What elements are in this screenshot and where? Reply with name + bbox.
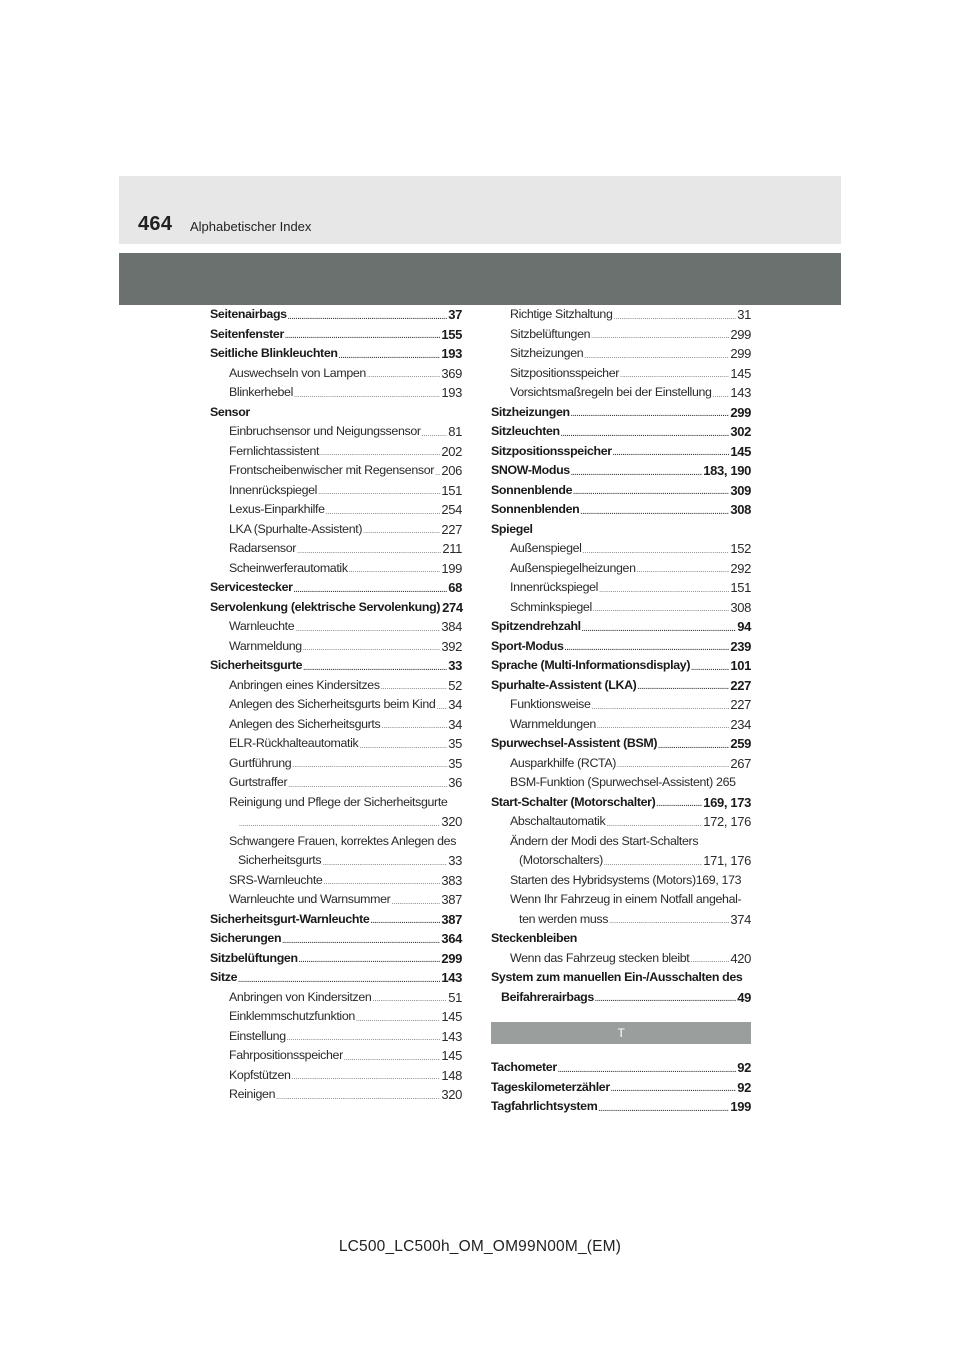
index-subentry <box>491 325 751 345</box>
entry-label: Richtige Sitzhaltung <box>510 307 613 321</box>
index-entry-line: System zum manuellen Ein-/Ausschalten des <box>491 970 743 984</box>
dot-leader <box>318 486 440 500</box>
entry-page: 308 <box>730 502 751 517</box>
entry-label: Anlegen des Sicherheitsgurts <box>229 716 381 731</box>
dot-leader <box>595 993 736 1007</box>
entry-page: 309 <box>730 482 751 498</box>
entry-label: Sitzpositionsspeicher <box>491 443 612 458</box>
index-subentry <box>210 383 462 403</box>
entry-page: 36 <box>448 775 462 790</box>
entry-label: Seitliche Blinkleuchten <box>210 346 338 360</box>
entry-label: Wenn das Fahrzeug stecken bleibt <box>510 950 690 965</box>
index-heading <box>491 929 751 949</box>
dot-leader <box>598 1103 729 1117</box>
index-subentry <box>491 812 751 832</box>
index-entry <box>491 656 751 676</box>
index-subentry <box>210 754 462 774</box>
entry-page: 206 <box>441 463 462 478</box>
dot-leader <box>691 662 729 676</box>
entry-page: 145 <box>441 1048 462 1063</box>
entry-label: Sitze <box>210 970 238 984</box>
index-subentry <box>491 851 751 871</box>
entry-page: 33 <box>448 658 462 673</box>
entry-page: 308 <box>730 599 751 615</box>
entry-label: Sicherungen <box>210 931 282 945</box>
entry-page: 387 <box>441 911 462 927</box>
entry-label: Tachometer <box>491 1060 557 1074</box>
entry-label: Sicherheitsgurte <box>210 658 303 672</box>
entry-page: 151 <box>730 580 751 595</box>
entry-label: Einbruchsensor und Neigungssensor <box>229 424 421 438</box>
index-entry <box>210 305 462 325</box>
dot-leader <box>614 311 737 325</box>
index-entry <box>491 461 751 481</box>
dot-leader <box>436 701 447 715</box>
index-subentry <box>210 890 462 910</box>
entry-label: Seitenairbags <box>210 307 287 321</box>
entry-label: Sicherheitsgurt-Warnleuchte <box>210 911 370 926</box>
index-subentry <box>491 383 751 403</box>
entry-page: 51 <box>448 989 462 1005</box>
index-subentry <box>491 539 751 559</box>
entry-page: 227 <box>441 521 462 537</box>
index-entry-line: Wenn Ihr Fahrzeug in einem Notfall angehal- <box>510 892 742 906</box>
entry-page: 292 <box>730 560 751 576</box>
dot-leader <box>297 545 441 559</box>
entry-page: 211 <box>442 541 462 556</box>
dot-leader <box>292 759 447 773</box>
entry-page: 145 <box>730 365 751 381</box>
index-subentry <box>210 988 462 1008</box>
entry-page: 374 <box>730 911 751 927</box>
entry-label: Anbringen eines Kindersitzes <box>229 677 380 692</box>
index-entry <box>491 1078 751 1098</box>
entry-label: Servolenkung (elektrische Servolenkung) <box>210 599 441 614</box>
index-subentry <box>491 305 751 325</box>
entry-label: Gurtstraffer <box>229 775 288 789</box>
entry-page: 33 <box>448 853 462 868</box>
entry-page: 35 <box>448 736 462 751</box>
dot-leader <box>391 896 440 910</box>
index-subentry <box>491 344 751 364</box>
dot-leader <box>372 993 447 1007</box>
index-subentry <box>210 617 462 637</box>
index-entry <box>491 403 751 423</box>
index-subentry <box>210 773 462 793</box>
entry-page: 299 <box>441 950 462 966</box>
entry-page: 145 <box>441 1009 462 1024</box>
entry-label: Spurwechsel-Assistent (BSM) <box>491 736 658 750</box>
dot-leader <box>565 642 730 656</box>
entry-label: Lexus-Einparkhilfe <box>229 502 325 516</box>
entry-label: Sonnenblende <box>491 482 573 497</box>
index-subentry <box>210 442 462 462</box>
dot-leader <box>294 389 440 403</box>
dot-leader <box>656 798 702 812</box>
dot-leader <box>238 974 440 988</box>
dot-leader <box>285 330 440 344</box>
entry-label: Sitzheizungen <box>491 404 570 419</box>
index-entry <box>210 949 462 969</box>
dot-leader <box>363 525 440 539</box>
entry-label: Anbringen von Kindersitzen <box>229 989 372 1004</box>
index-subentry <box>210 461 462 481</box>
index-entry <box>491 734 751 754</box>
entry-label: Scheinwerferautomatik <box>229 560 348 575</box>
dot-leader <box>276 1091 440 1105</box>
index-entry <box>210 598 462 618</box>
entry-label: Warnleuchte <box>229 619 295 633</box>
entry-page: 34 <box>448 716 462 732</box>
index-subentry <box>210 812 462 832</box>
entry-page: 302 <box>730 424 751 439</box>
dot-leader <box>288 311 448 325</box>
dot-leader <box>593 603 729 617</box>
entry-label: Innenrückspiegel <box>510 580 599 594</box>
entry-label: Seitenfenster <box>210 326 284 341</box>
entry-label: Sitzbelüftungen <box>510 326 591 341</box>
index-subentry <box>491 910 751 930</box>
index-entry <box>210 929 462 949</box>
entry-page: 31 <box>737 307 751 322</box>
index-subentry <box>210 364 462 384</box>
entry-label: ELR-Rückhalteautomatik <box>229 736 359 750</box>
index-entry-line: Schwangere Frauen, korrektes Anlegen des <box>229 833 457 848</box>
dot-leader <box>303 642 441 656</box>
decorative-band <box>119 253 841 305</box>
entry-label: Spiegel <box>491 521 533 536</box>
index-subentry <box>210 559 462 579</box>
index-entry <box>210 910 462 930</box>
entry-page: 169, 173 <box>703 794 751 810</box>
entry-page: 49 <box>737 989 751 1005</box>
index-subentry <box>491 559 751 579</box>
dot-leader <box>584 350 729 364</box>
entry-page: 152 <box>730 541 751 556</box>
entry-page: 383 <box>441 872 462 888</box>
entry-label: Einstellung <box>229 1028 286 1043</box>
entry-label: Spurhalte-Assistent (LKA) <box>491 677 637 692</box>
section-title: Alphabetischer Index <box>190 219 312 234</box>
index-entry <box>491 1097 751 1117</box>
dot-leader <box>592 701 730 715</box>
index-subentry <box>491 364 751 384</box>
entry-page: 234 <box>730 716 751 732</box>
dot-leader <box>326 506 441 520</box>
dot-leader <box>323 876 440 890</box>
entry-label: Spitzendrehzahl <box>491 619 581 633</box>
index-subentry <box>491 598 751 618</box>
index-subentry <box>210 695 462 715</box>
entry-page: 171, 176 <box>703 853 751 868</box>
entry-label: Fernlichtassistent <box>229 443 320 458</box>
dot-leader <box>604 857 702 871</box>
entry-page: 143 <box>441 970 462 985</box>
index-column-right <box>491 305 751 1117</box>
dot-leader <box>339 350 441 364</box>
entry-label: Kopfstützen <box>229 1067 291 1082</box>
index-heading <box>491 520 751 540</box>
entry-page: 299 <box>730 346 751 361</box>
dot-leader <box>558 1064 736 1078</box>
index-subentry <box>210 871 462 891</box>
entry-label: Anlegen des Sicherheitsgurts beim Kind <box>229 697 436 711</box>
index-subentry <box>491 715 751 735</box>
index-subentry <box>491 695 751 715</box>
entry-label: Steckenbleiben <box>491 931 577 945</box>
dot-leader <box>292 1071 441 1085</box>
entry-page: 143 <box>441 1028 462 1044</box>
entry-label: Sport-Modus <box>491 638 564 653</box>
entry-label: Tagfahrlichtsystem <box>491 1099 598 1113</box>
index-subentry <box>210 734 462 754</box>
entry-label: Warnleuchte und Warnsummer <box>229 892 391 906</box>
index-subentry <box>210 500 462 520</box>
entry-page: 81 <box>448 424 462 439</box>
entry-label: Ausparkhilfe (RCTA) <box>510 755 617 770</box>
entry-page: 364 <box>441 931 462 946</box>
index-subentry <box>210 422 462 442</box>
dot-leader <box>287 1032 441 1046</box>
entry-page: 320 <box>441 814 462 829</box>
entry-label: Gurtführung <box>229 755 292 770</box>
dot-leader <box>381 720 447 734</box>
entry-label: Auswechseln von Lampen <box>229 365 366 380</box>
dot-leader <box>597 720 729 734</box>
dot-leader <box>571 408 730 422</box>
dot-leader <box>583 545 730 559</box>
dot-leader <box>381 681 448 695</box>
entry-page: 183, 190 <box>703 463 751 478</box>
entry-label: Blinkerhebel <box>229 385 293 399</box>
entry-page: 320 <box>441 1087 462 1102</box>
dot-leader <box>299 954 441 968</box>
index-entry <box>210 968 462 988</box>
entry-label: Sonnenblenden <box>491 502 580 516</box>
entry-label: SNOW-Modus <box>491 463 570 477</box>
dot-leader <box>606 818 702 832</box>
entry-label: Sitzheizungen <box>510 346 584 360</box>
entry-label: Sitzpositionsspeicher <box>510 365 620 380</box>
dot-leader <box>591 330 729 344</box>
dot-leader <box>582 623 736 637</box>
entry-page: 227 <box>730 677 751 693</box>
index-column-left <box>210 305 462 1105</box>
entry-page: 199 <box>441 560 462 576</box>
entry-label: Sitzbelüftungen <box>210 950 298 965</box>
entry-page: 420 <box>730 950 751 966</box>
entry-label: Warnmeldungen <box>510 716 596 731</box>
index-entry <box>210 656 462 676</box>
index-entry <box>210 578 462 598</box>
section-letter-band: T <box>491 1022 751 1044</box>
index-entry <box>491 481 751 501</box>
entry-page: 92 <box>737 1060 751 1075</box>
index-subentry <box>210 851 462 871</box>
index-subentry <box>491 949 751 969</box>
dot-leader <box>620 369 729 383</box>
dot-leader <box>344 1052 440 1066</box>
dot-leader <box>320 447 440 461</box>
dot-leader <box>599 584 729 598</box>
entry-page: 35 <box>448 755 462 771</box>
dot-leader <box>637 564 730 578</box>
entry-page: 151 <box>441 482 462 498</box>
index-subentry <box>210 676 462 696</box>
dot-leader <box>613 447 730 461</box>
index-subentry <box>210 637 462 657</box>
dot-leader <box>303 662 447 676</box>
entry-label: Funktionsweise <box>510 697 591 711</box>
dot-leader <box>617 759 729 773</box>
entry-page: 199 <box>730 1099 751 1114</box>
index-entry <box>491 988 751 1008</box>
dot-leader <box>295 623 440 637</box>
entry-page: 299 <box>730 326 751 342</box>
entry-page: 227 <box>730 697 751 712</box>
entry-page: 387 <box>441 892 462 907</box>
index-entry-line: Reinigung und Pflege der Sicherheitsgurte <box>229 794 448 809</box>
entry-label: Vorsichtsmaßregeln bei der Einstellung <box>510 385 712 399</box>
entry-page: 101 <box>730 658 751 673</box>
entry-label: Warnmeldung <box>229 638 302 653</box>
index-subentry <box>210 539 462 559</box>
entry-page: 143 <box>730 385 751 400</box>
entry-label: Außenspiegelheizungen <box>510 560 636 575</box>
dot-leader <box>288 779 447 793</box>
entry-page: 172, 176 <box>703 814 751 829</box>
dot-leader <box>322 857 447 871</box>
dot-leader <box>573 486 729 500</box>
entry-page: 37 <box>448 307 462 322</box>
dot-leader <box>294 584 448 598</box>
index-entry <box>491 637 751 657</box>
entry-page: 384 <box>441 619 462 634</box>
dot-leader <box>422 428 448 442</box>
entry-page: 155 <box>441 326 462 342</box>
entry-page: 259 <box>730 736 751 751</box>
index-entry <box>491 442 751 462</box>
dot-leader <box>713 389 730 403</box>
entry-page: 34 <box>448 697 462 712</box>
entry-label: Außenspiegel <box>510 541 582 555</box>
entry-label: Innenrückspiegel <box>229 482 318 497</box>
entry-label: Sensor <box>210 404 250 419</box>
entry-label: Abschaltautomatik <box>510 814 606 828</box>
dot-leader <box>367 369 440 383</box>
entry-label: (Motorschalters) <box>519 853 603 867</box>
index-subentry <box>210 520 462 540</box>
index-subentry <box>210 1027 462 1047</box>
entry-page: 369 <box>441 365 462 381</box>
index-subentry <box>210 1066 462 1086</box>
dot-leader <box>571 467 702 481</box>
entry-page: 239 <box>730 638 751 654</box>
entry-label: Servicestecker <box>210 580 293 594</box>
entry-page: 145 <box>730 443 751 459</box>
dot-leader <box>561 428 730 442</box>
entry-label: Sitzleuchten <box>491 424 560 438</box>
entry-label: Schminkspiegel <box>510 599 592 614</box>
entry-page: 52 <box>448 677 462 693</box>
page-number: 464 <box>138 213 173 235</box>
index-entry <box>210 325 462 345</box>
index-subentry <box>491 754 751 774</box>
dot-leader <box>580 506 729 520</box>
entry-label: ten werden muss <box>519 911 609 926</box>
entry-label: Sicherheitsgurts <box>238 853 322 867</box>
index-entry <box>491 676 751 696</box>
entry-page: 193 <box>441 385 462 400</box>
entry-label: Reinigen <box>229 1087 276 1101</box>
entry-page: 202 <box>441 443 462 459</box>
index-entry <box>491 1058 751 1078</box>
entry-page: 148 <box>441 1067 462 1083</box>
entry-page: 392 <box>441 638 462 654</box>
dot-leader <box>690 954 729 968</box>
dot-leader <box>239 818 440 832</box>
entry-label: Start-Schalter (Motorschalter) <box>491 794 656 809</box>
index-subentry <box>210 1046 462 1066</box>
document-code: LC500_LC500h_OM_OM99N00M_(EM) <box>338 1238 622 1255</box>
entry-page: 299 <box>730 404 751 420</box>
dot-leader <box>370 915 440 929</box>
entry-label: LKA (Spurhalte-Assistent) <box>229 521 363 536</box>
index-subentry <box>210 1007 462 1027</box>
dot-leader <box>356 1013 440 1027</box>
index-subentry <box>210 715 462 735</box>
index-entry <box>491 617 751 637</box>
entry-page: 267 <box>730 755 751 771</box>
index-subentry <box>491 578 751 598</box>
dot-leader <box>609 915 729 929</box>
entry-page: 92 <box>737 1079 751 1095</box>
entry-label: Beifahrerairbags <box>501 989 594 1004</box>
entry-page: 254 <box>441 502 462 517</box>
index-entry <box>491 793 751 813</box>
entry-page: 274 <box>442 599 463 615</box>
dot-leader <box>658 740 729 754</box>
entry-page: 193 <box>441 346 462 361</box>
entry-label: Sprache (Multi-Informationsdisplay) <box>491 658 691 672</box>
index-subentry <box>210 481 462 501</box>
index-entry-line: BSM-Funktion (Spurwechsel-Assistent) 265 <box>510 775 736 789</box>
dot-leader <box>359 740 447 754</box>
entry-label: Frontscheibenwischer mit Regensensor <box>229 463 435 477</box>
index-entry-line: Starten des Hybridsystems (Motors)169, 173 <box>510 872 742 887</box>
entry-label: SRS-Warnleuchte <box>229 872 323 887</box>
dot-leader <box>349 564 441 578</box>
dot-leader <box>611 1083 736 1097</box>
entry-page: 68 <box>448 580 462 595</box>
index-entry <box>491 422 751 442</box>
entry-label: Radarsensor <box>229 541 297 555</box>
entry-label: Einklemmschutzfunktion <box>229 1009 355 1023</box>
index-entry-line: Ändern der Modi des Start-Schalters <box>510 833 699 848</box>
index-subentry <box>210 1085 462 1105</box>
dot-leader <box>282 935 440 949</box>
entry-label: Tageskilometerzähler <box>491 1079 610 1094</box>
index-entry <box>210 344 462 364</box>
index-entry <box>491 500 751 520</box>
entry-page: 94 <box>737 619 751 634</box>
dot-leader <box>637 681 729 695</box>
entry-label: Fahrpositionsspeicher <box>229 1048 343 1062</box>
index-heading <box>210 403 462 423</box>
dot-leader <box>435 467 440 481</box>
